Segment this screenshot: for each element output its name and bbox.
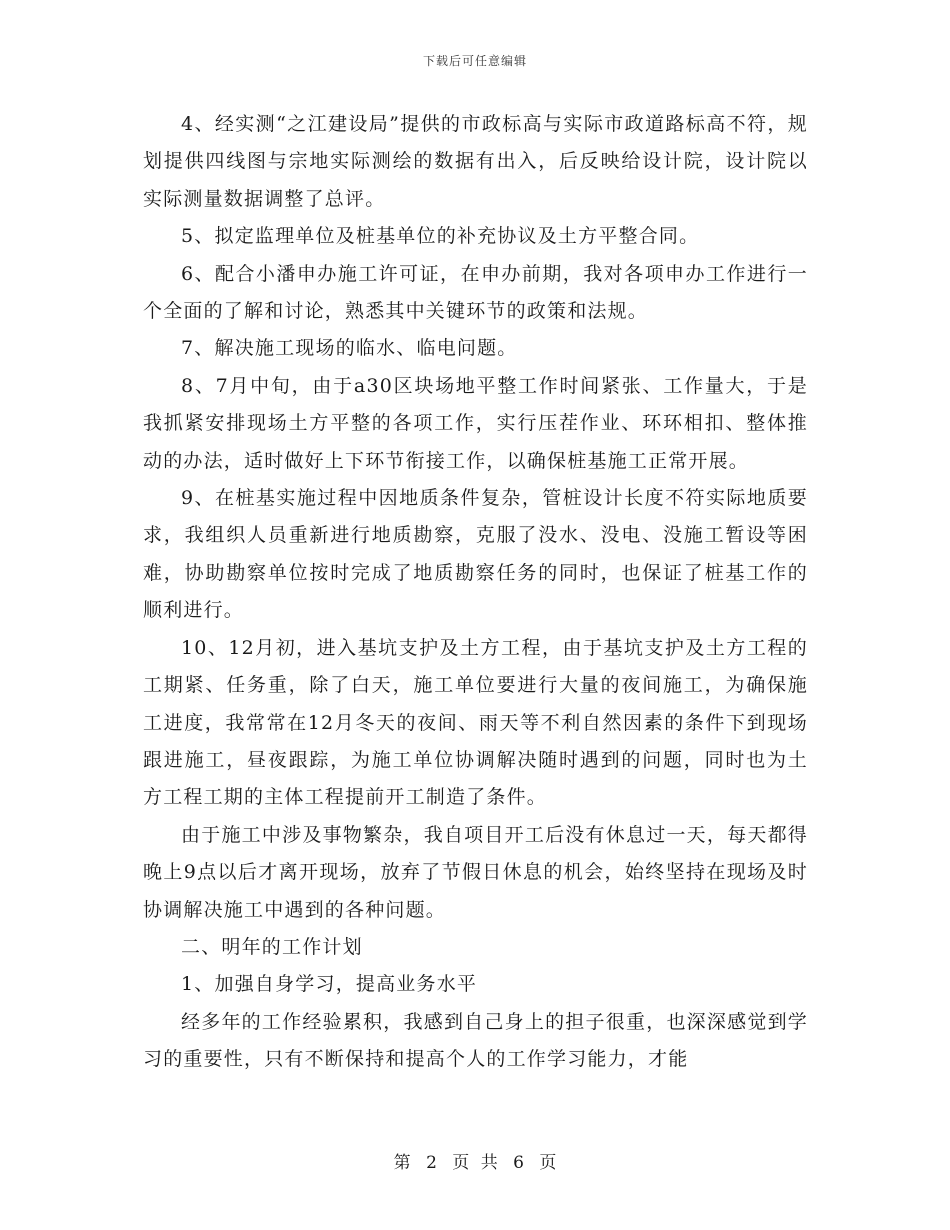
footer-page-number: 2: [426, 1153, 437, 1173]
paragraph-item-7: 7、解决施工现场的临水、临电问题。: [181, 337, 518, 360]
subheading-study: 1、加强自身学习，提高业务水平: [181, 973, 478, 996]
paragraph-item-8: 8、7月中旬，由于a30区块场地平整工作时间紧张、工作量大，于是我抓紧安排现场土方平整的各项工作，实行压茬作业、环环相扣、整体推动的办法，适时做好上下环节衔接工作，以确保桩基施工正常开展。: [143, 374, 808, 472]
section-heading-plan: 二、明年的工作计划: [181, 935, 363, 958]
paragraph-item-9: 9、在桩基实施过程中因地质条件复杂，管桩设计长度不符实际地质要求，我组织人员重新进行地质勘察，克服了没水、没电、没施工暂设等困难，协助勘察单位按时完成了地质勘察任务的同时，也保证了桩基工作的顺利进行。: [143, 487, 808, 622]
paragraph-item-5: 5、拟定监理单位及桩基单位的补充协议及土方平整合同。: [181, 225, 700, 248]
paragraph-study: 经多年的工作经验累积，我感到自己身上的担子很重，也深深感觉到学习的重要性，只有不断保持和提高个人的工作学习能力，才能: [143, 1010, 808, 1071]
footer-middle: 页 共: [452, 1153, 498, 1173]
document-body: [143, 106, 808, 1079]
page-header: 下载后可任意编辑: [422, 54, 527, 68]
footer-total-pages: 6: [513, 1153, 524, 1173]
footer-suffix: 页: [539, 1153, 557, 1173]
page-footer: [0, 1148, 950, 1173]
footer-prefix: 第: [393, 1153, 411, 1173]
paragraph-summary: 由于施工中涉及事物繁杂，我自项目开工后没有休息过一天，每天都得晚上9点以后才离开现场，放弃了节假日休息的机会，始终坚持在现场及时协调解决施工中遇到的各种问题。: [143, 823, 808, 921]
paragraph-item-6: 6、配合小潘申办施工许可证，在申办前期，我对各项申办工作进行一个全面的了解和讨论，熟悉其中关键环节的政策和法规。: [143, 262, 808, 323]
paragraph-item-10: 10、12月初，进入基坑支护及土方工程，由于基坑支护及土方工程的工期紧、任务重，除了白天，施工单位要进行大量的夜间施工，为确保施工进度，我常常在12月冬天的夜间、雨天等不利自然因素的条件下到现场跟进施工，昼夜跟踪，为施工单位协调解决随时遇到的问题，同时也为土方工程工期的主体工程提前开工制造了条件。: [143, 636, 808, 809]
paragraph-item-4: 4、经实测“之江建设局”提供的市政标高与实际市政道路标高不符，规划提供四线图与宗地实际测绘的数据有出入，后反映给设计院，设计院以实际测量数据调整了总评。: [143, 113, 808, 210]
